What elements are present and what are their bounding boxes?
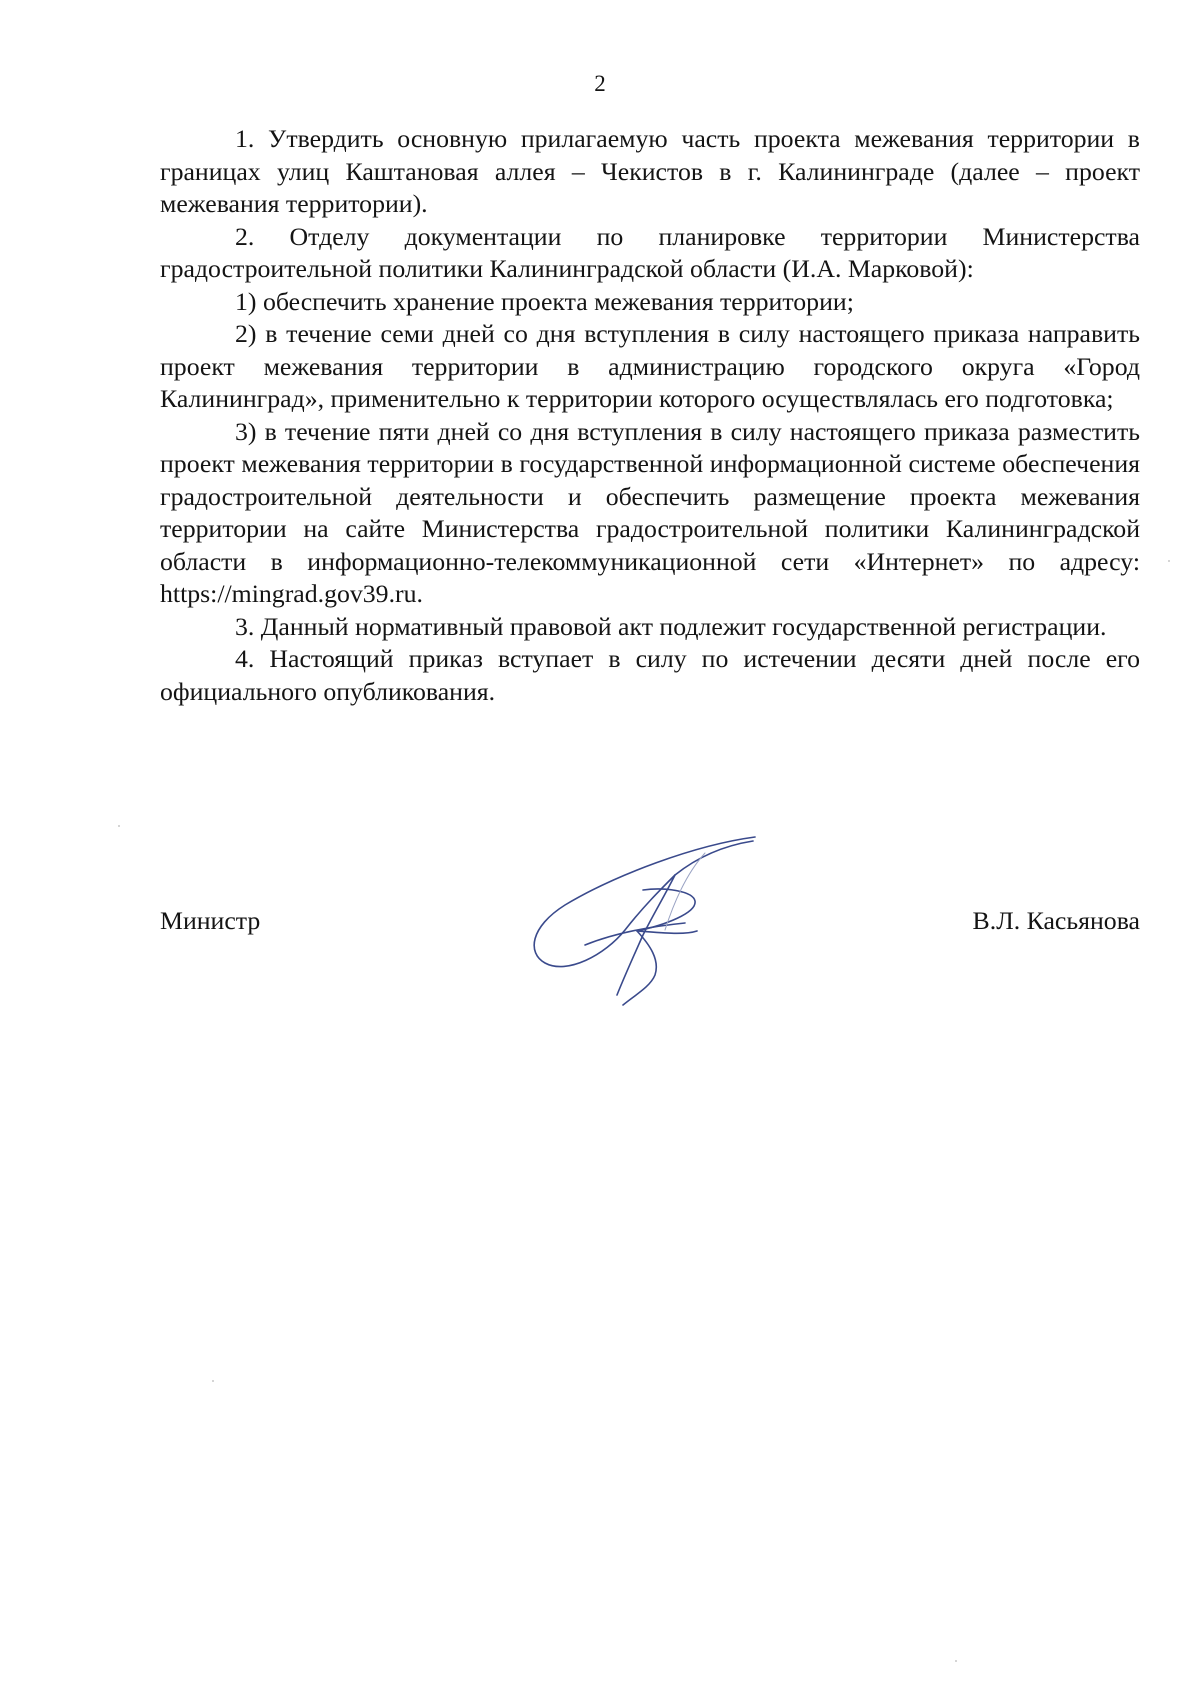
subitem-send-administration: 2) в течение семи дней со дня вступления в силу настоящего приказа направить проект межевания территории в администрацию городского округа «Город Калининград», применительно к территории которого осуществлялась его подготовка; — [160, 319, 1140, 413]
scan-speck — [118, 825, 120, 827]
paragraph-approve: 1. Утвердить основную прилагаемую часть проекта межевания территории в границах улиц Каштановая аллея – Чекистов в г. Калининграде (далее – проект межевания территории). — [160, 124, 1140, 218]
paragraph-registration: 3. Данный нормативный правовой акт подлежит государственной регистрации. — [235, 611, 1107, 641]
scan-speck — [212, 1380, 214, 1382]
page-number: 2 — [594, 71, 606, 96]
document-body — [160, 123, 1140, 708]
handwritten-signature — [525, 835, 765, 1015]
signer-name: В.Л. Касьянова — [972, 906, 1140, 935]
signer-title: Министр — [160, 906, 261, 935]
paragraph-effective-date: 4. Настоящий приказ вступает в силу по истечении десяти дней после его официального опубликования. — [160, 644, 1140, 706]
scan-speck — [955, 1660, 957, 1662]
scan-speck — [1168, 560, 1170, 562]
paragraph-department: 2. Отделу документации по планировке территории Министерства градостроительной политики Калининградской области (И.А. Марковой): — [160, 221, 1140, 283]
subitem-storage: 1) обеспечить хранение проекта межевания территории; — [235, 286, 854, 316]
subitem-publish: 3) в течение пяти дней со дня вступления в силу настоящего приказа разместить проект межевания территории в государственной информационной системе обеспечения градостроительной деятельности и обеспечить размещение проекта межевания территории на сайте Министерства градостроительной политики Калининградской области в информационно-телекоммуникационной сети «Интернет» по адресу: https://mingrad.gov39.ru. — [160, 416, 1140, 608]
